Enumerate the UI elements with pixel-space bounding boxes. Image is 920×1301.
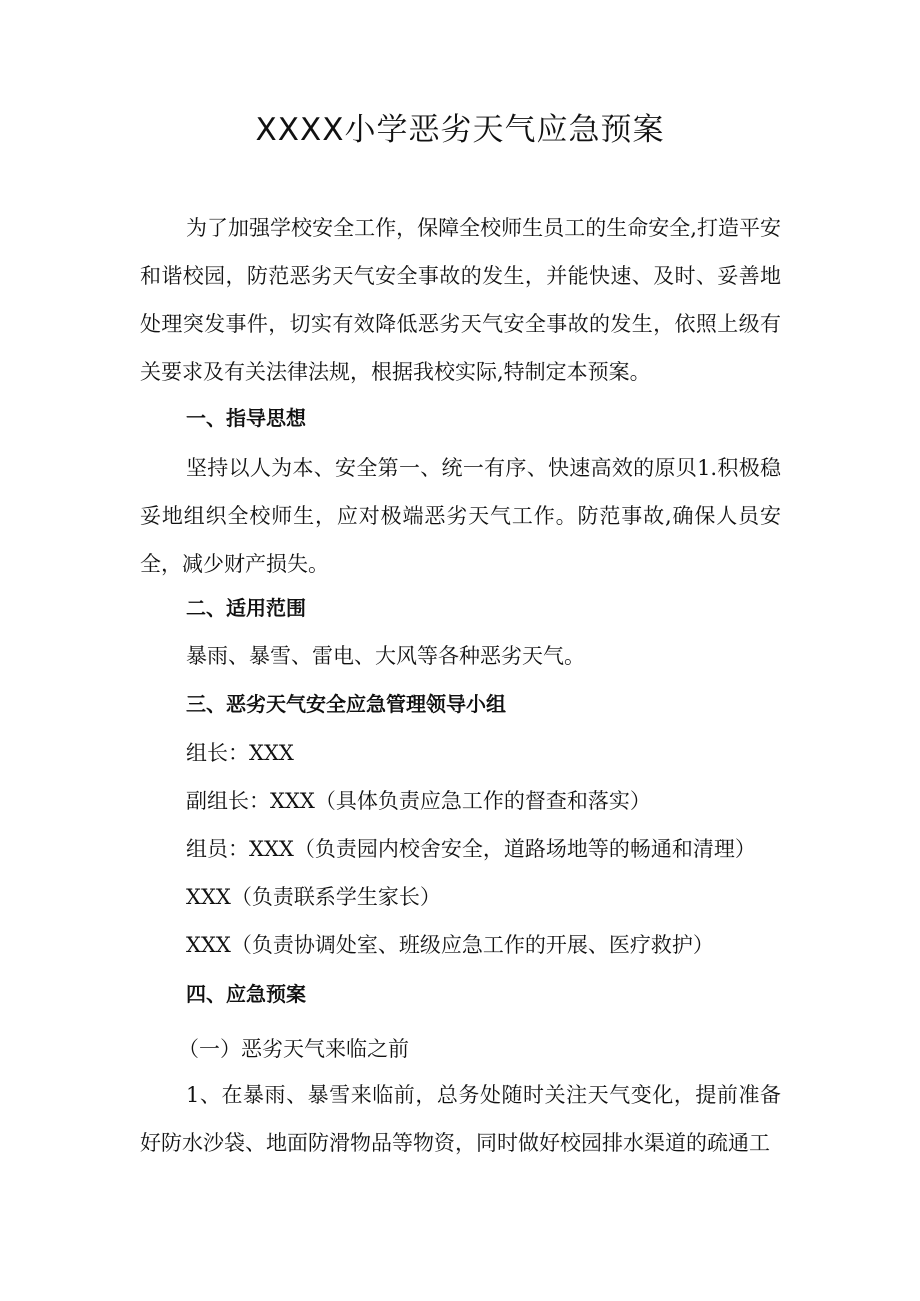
section-heading-scope: 二、适用范围 xyxy=(186,596,306,620)
member-line: 组员：XXX（负责园内校舍安全，道路场地等的畅通和清理） xyxy=(186,837,756,861)
deputy-leader-line: 副组长：XXX（具体负责应急工作的督查和落实） xyxy=(186,789,651,813)
document-title: XXXX小学恶劣天气应急预案 xyxy=(255,112,665,148)
section-heading-leadership-group: 三、恶劣天气安全应急管理领导小组 xyxy=(186,692,506,716)
member-line: XXX（负责联系学生家长） xyxy=(186,885,441,909)
emergency-item-paragraph: 1、在暴雨、暴雪来临前，总务处随时关注天气变化，提前准备好防水沙袋、地面防滑物品等物资，同时做好校园排水渠道的疏通工 xyxy=(140,1083,781,1155)
intro-paragraph: 为了加强学校安全工作，保障全校师生员工的生命安全,打造平安和谐校园，防范恶劣天气安全事故的发生，并能快速、及时、妥善地处理突发事件，切实有效降低恶劣天气安全事故的发生，依照上级有关要求及有关法律法规，根据我校实际,特制定本预案。 xyxy=(140,216,781,384)
subsection-heading: （一）恶劣天气来临之前 xyxy=(178,1037,409,1061)
member-line: XXX（负责协调处室、班级应急工作的开展、医疗救护） xyxy=(186,933,714,957)
group-leader-line: 组长：XXX xyxy=(186,741,294,765)
scope-text: 暴雨、暴雪、雷电、大风等各种恶劣天气。 xyxy=(186,644,585,668)
section-heading-guiding-principles: 一、指导思想 xyxy=(186,406,306,430)
guiding-principles-paragraph: 坚持以人为本、安全第一、统一有序、快速高效的原贝1.积极稳妥地组织全校师生，应对极端恶劣天气工作。防范事故,确保人员安全，减少财产损失。 xyxy=(140,456,781,576)
section-heading-emergency-plan: 四、应急预案 xyxy=(186,982,306,1006)
